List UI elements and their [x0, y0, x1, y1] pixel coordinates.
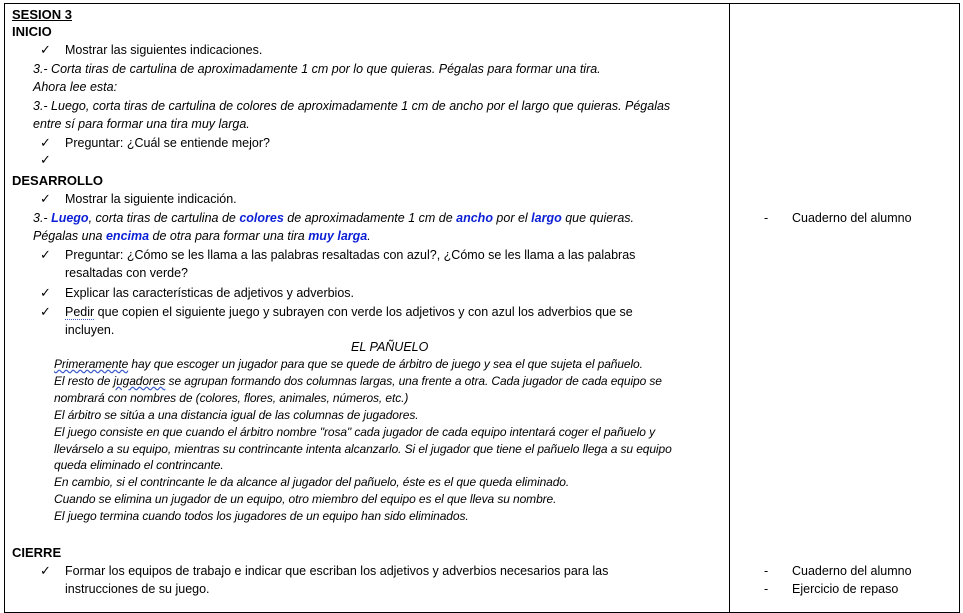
game-line: queda eliminado el contrincante. — [54, 458, 224, 472]
inicio-instruction-2: Ahora lee esta: — [33, 80, 118, 94]
cierre-item-1: Formar los equipos de trabajo e indicar que escriban los adjetivos y adverbios necesarios para las — [65, 564, 609, 578]
cierre-item-1-cont: instrucciones de su juego. — [65, 582, 210, 596]
game-line: El juego consiste en que cuando el árbitro nombre "rosa" cada jugador de cada equipo intentará coger el pañuelo y — [54, 425, 655, 439]
inicio-heading: INICIO — [12, 24, 52, 39]
desarrollo-item-4: Pedir que copien el siguiente juego y subrayen con verde los adjetivos y con azul los adverbios que se — [65, 305, 633, 319]
highlight-noun: ancho — [456, 211, 493, 225]
game-line: El juego termina cuando todos los jugadores de un equipo han sido eliminados. — [54, 509, 469, 523]
checkmark-icon: ✓ — [40, 152, 51, 167]
game-line: llevárselo a su equipo, mientras su contrincante intenta alcanzarlo. Si el jugador que tiene el pañuelo llega a su equipo — [54, 442, 672, 456]
inicio-instruction-1: 3.- Corta tiras de cartulina de aproximadamente 1 cm por lo que quieras. Pégalas para formar una tira. — [33, 62, 601, 76]
desarrollo-item-3: Explicar las características de adjetivos y adverbios. — [65, 286, 355, 300]
checkmark-icon: ✓ — [40, 285, 51, 300]
checkmark-icon: ✓ — [40, 247, 51, 262]
resource-item: Cuaderno del alumno — [792, 564, 912, 578]
checkmark-icon: ✓ — [40, 563, 51, 578]
inicio-instruction-3: 3.- Luego, corta tiras de cartulina de colores de aproximadamente 1 cm de ancho por el largo que quieras. Pégalas — [33, 99, 671, 113]
game-line: nombrará con nombres de (colores, flores, animales, números, etc.) — [54, 391, 409, 405]
game-line: Cuando se elimina un jugador de un equipo, otro miembro del equipo es el que lleva su nombre. — [54, 492, 557, 506]
game-line: El resto de jugadores se agrupan formando dos columnas largas, una frente a otra. Cada jugador de cada equipo se — [54, 374, 662, 388]
game-title: EL PAÑUELO — [351, 340, 429, 354]
checkmark-icon: ✓ — [40, 191, 51, 206]
column-divider — [729, 3, 730, 613]
game-line: El árbitro se sitúa a una distancia igual de las columnas de jugadores. — [54, 408, 419, 422]
highlight-adjective: colores — [239, 211, 284, 225]
desarrollo-instruction-line-1: 3.- Luego, corta tiras de cartulina de colores de aproximadamente 1 cm de ancho por el largo que quieras. — [33, 211, 635, 225]
desarrollo-item-2: Preguntar: ¿Cómo se les llama a las palabras resaltadas con azul?, ¿Cómo se les llama a las palabras — [65, 248, 636, 262]
desarrollo-instruction-line-2: Pégalas una encima de otra para formar una tira muy larga. — [33, 229, 371, 243]
highlight-adverb: Luego — [51, 211, 89, 225]
list-bullet: - — [764, 211, 769, 225]
resource-item: Ejercicio de repaso — [792, 582, 899, 596]
game-line: Primeramente hay que escoger un jugador para que se quede de árbitro de juego y sea el que sujeta el pañuelo. — [54, 357, 643, 371]
highlight-adverb: encima — [105, 229, 150, 243]
desarrollo-item-1: Mostrar la siguiente indicación. — [65, 192, 237, 206]
session-title: SESION 3 — [12, 7, 72, 22]
inicio-instruction-4: entre sí para formar una tira muy larga. — [33, 117, 250, 131]
list-bullet: - — [764, 582, 769, 596]
highlight-noun: largo — [531, 211, 562, 225]
desarrollo-item-4-cont: incluyen. — [65, 323, 115, 337]
checkmark-icon: ✓ — [40, 42, 51, 57]
desarrollo-item-2-cont: resaltadas con verde? — [65, 266, 188, 280]
game-line: En cambio, si el contrincante le da alcance al jugador del pañuelo, éste es el que queda eliminado. — [54, 475, 570, 489]
list-bullet: - — [764, 564, 769, 578]
cierre-heading: CIERRE — [12, 545, 62, 560]
highlight-adverb: muy larga — [308, 229, 368, 243]
checkmark-icon: ✓ — [40, 135, 51, 150]
desarrollo-heading: DESARROLLO — [12, 173, 103, 188]
resource-item: Cuaderno del alumno — [792, 211, 912, 225]
inicio-item-1: Mostrar las siguientes indicaciones. — [65, 43, 263, 57]
inicio-item-2: Preguntar: ¿Cuál se entiende mejor? — [65, 136, 270, 150]
checkmark-icon: ✓ — [40, 304, 51, 319]
